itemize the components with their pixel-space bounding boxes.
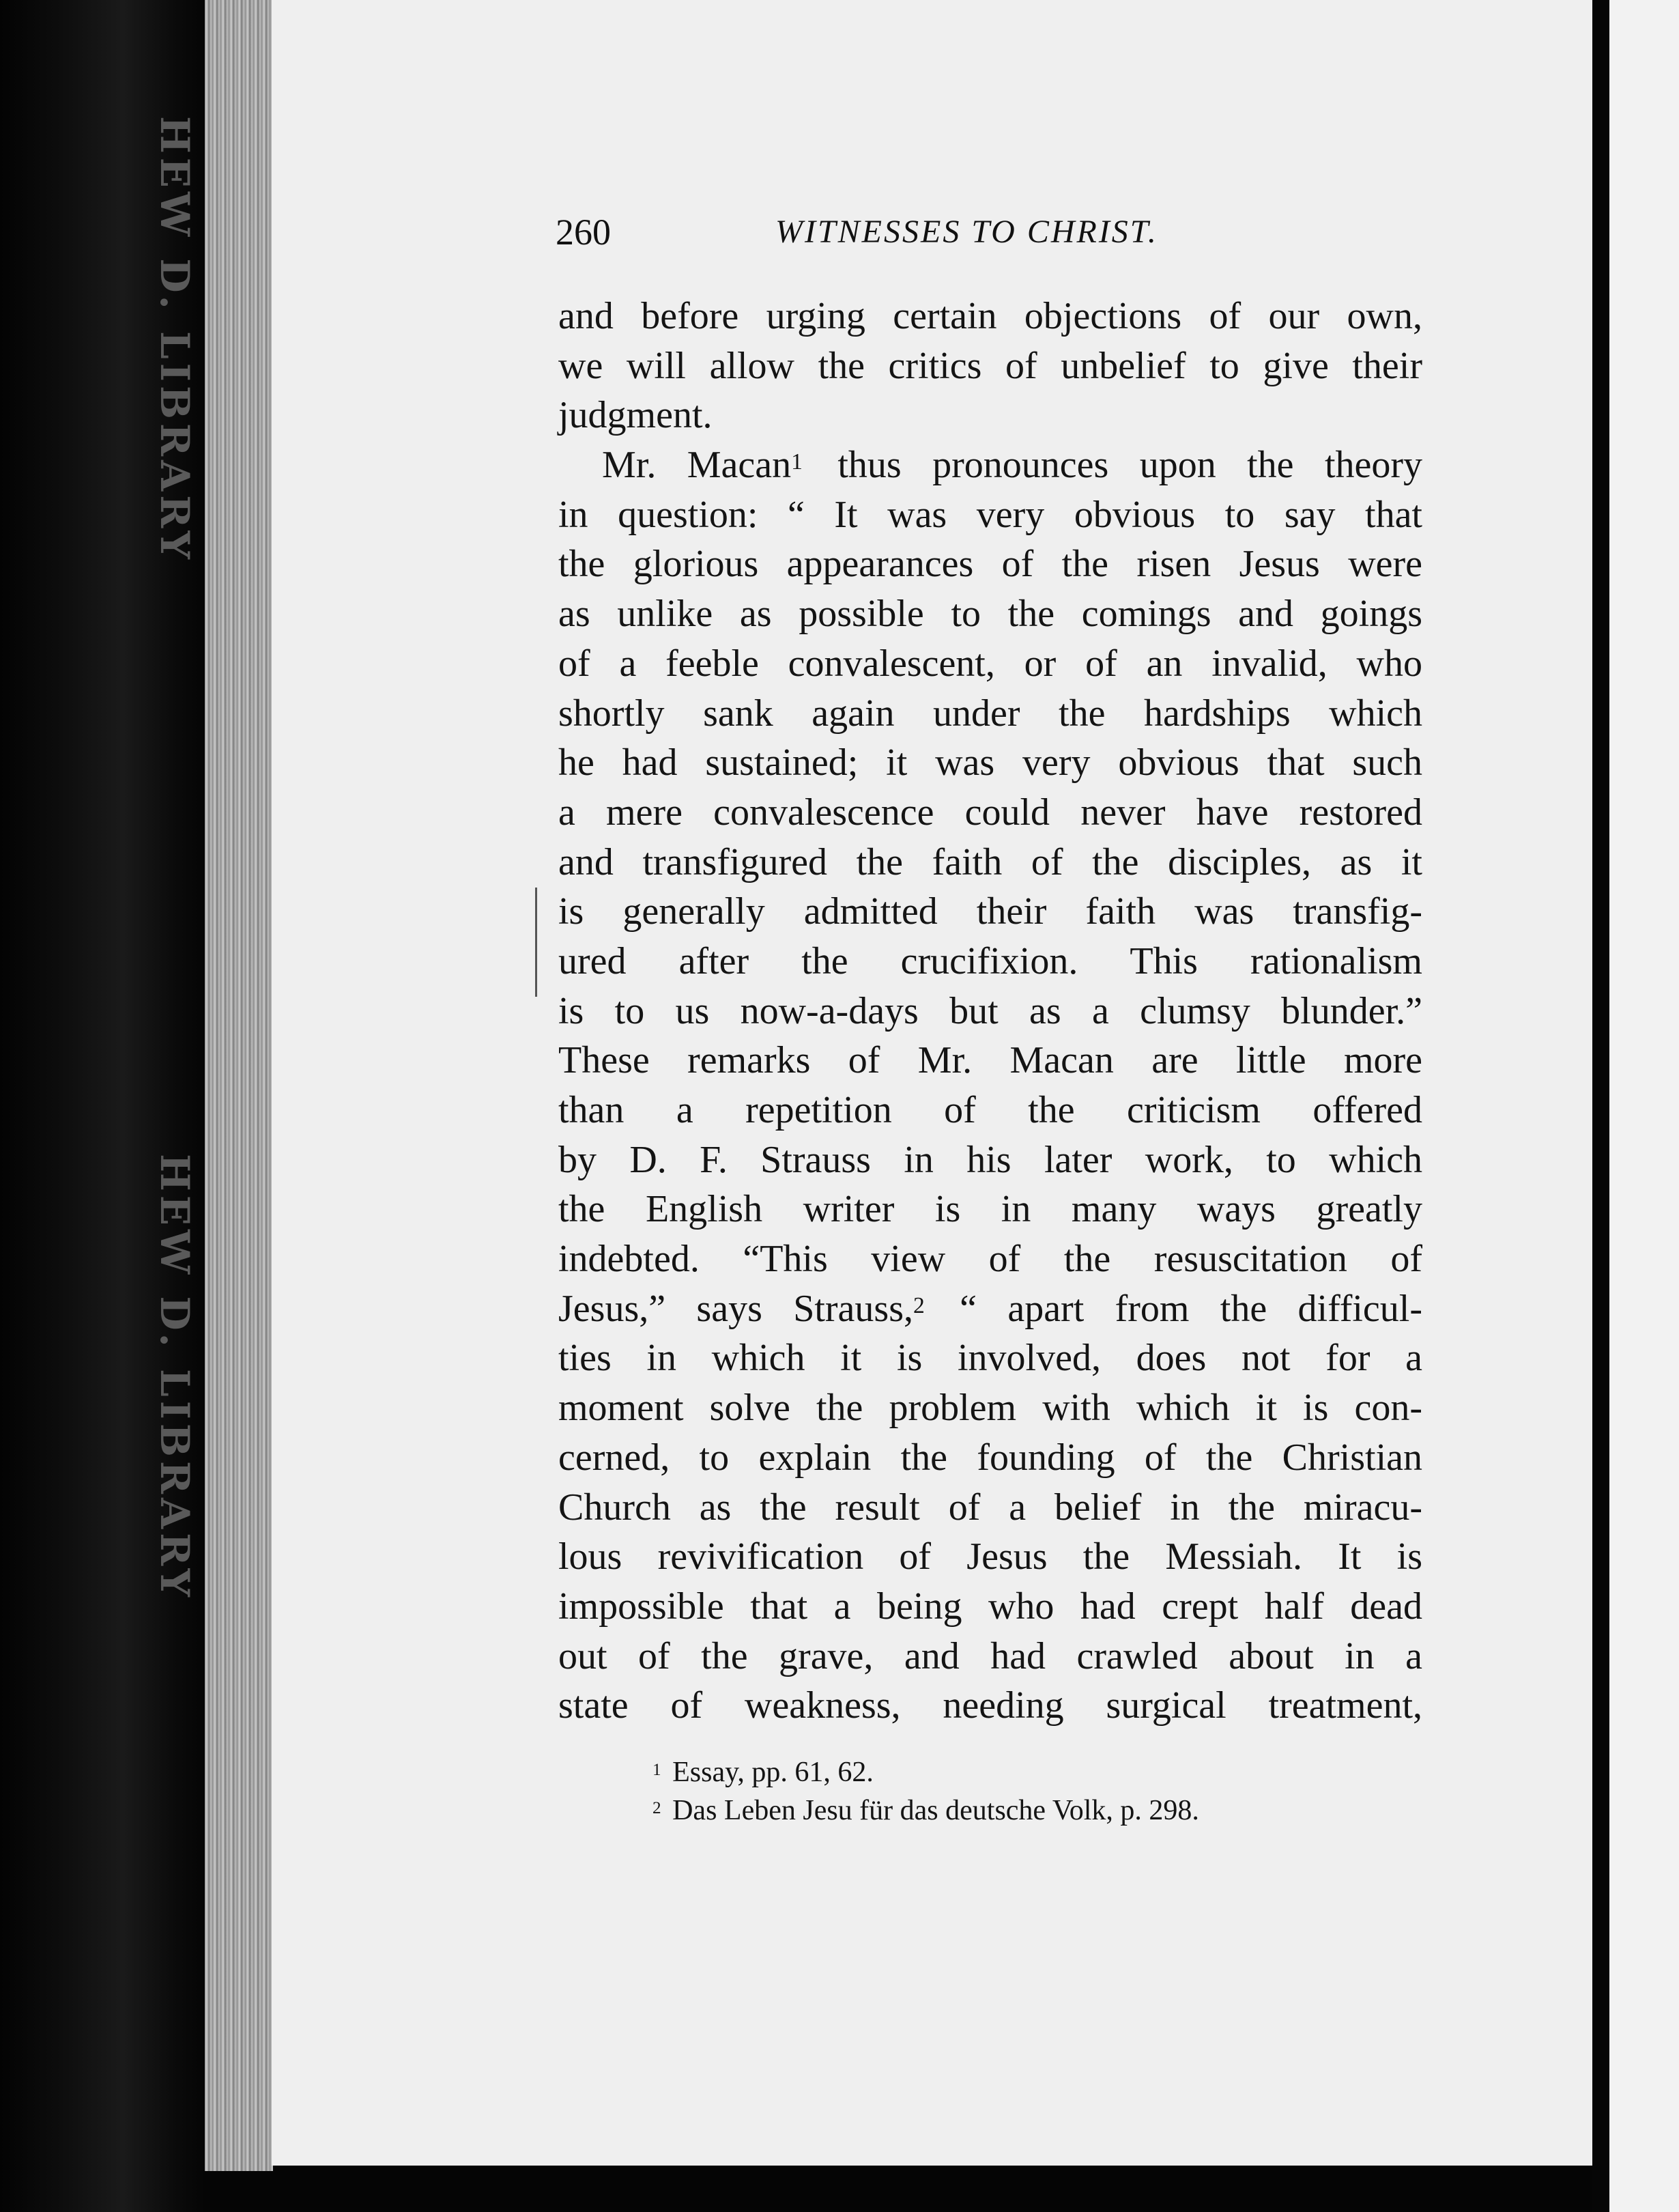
- text-line: ured after the crucifixion. This rationalism: [558, 939, 1422, 982]
- text-line: out of the grave, and had crawled about in a: [558, 1634, 1422, 1677]
- text-line: lous revivification of Jesus the Messiah. It is: [558, 1535, 1422, 1578]
- text-line: impossible that a being who had crept half dead: [558, 1585, 1422, 1628]
- text-line: judgment.: [558, 394, 713, 437]
- text-line: state of weakness, needing surgical treatment,: [558, 1684, 1422, 1727]
- text-fragment: thus pronounces upon the theory: [837, 444, 1423, 487]
- page-gutter: [1592, 0, 1609, 2212]
- spine-label-bottom: HEW D. LIBRARY: [152, 1154, 198, 1601]
- text-line: [558, 1284, 1422, 1334]
- text-line: as unlike as possible to the comings and goings: [558, 593, 1422, 636]
- book-spine: [0, 0, 205, 2212]
- running-head: [556, 205, 1422, 259]
- text-line: shortly sank again under the hardships which: [558, 692, 1422, 735]
- footnote-text: Essay, pp. 61, 62.: [672, 1757, 874, 1788]
- footnote-text: Das Leben Jesu für das deutsche Volk, p. 298.: [672, 1795, 1199, 1826]
- text-line: and transfigured the faith of the disciples, as it: [558, 840, 1422, 883]
- footnotes: [652, 1753, 1403, 1830]
- facing-page-edge: [1609, 0, 1679, 2212]
- text-line: of a feeble convalescent, or of an invalid, who: [558, 642, 1422, 685]
- text-line: the glorious appearances of the risen Jesus were: [558, 543, 1422, 586]
- footnote-marker: 1: [652, 1761, 661, 1780]
- text-line: than a repetition of the criticism offered: [558, 1089, 1422, 1131]
- text-fragment: “ apart from the difficul-: [960, 1287, 1422, 1330]
- spine-label-top: HEW D. LIBRARY: [152, 116, 198, 563]
- text-line: and before urging certain objections of our own,: [558, 295, 1422, 337]
- text-line: is generally admitted their faith was transfig-: [558, 890, 1422, 933]
- footnote-marker: 2: [652, 1799, 661, 1818]
- footnote-2: [652, 1791, 1403, 1830]
- body-text: [558, 292, 1422, 1731]
- footnote-1: [652, 1753, 1403, 1791]
- page-edges: [205, 0, 273, 2171]
- text-line: ties in which it is involved, does not for a: [558, 1337, 1422, 1380]
- text-line: cerned, to explain the founding of the Christian: [558, 1436, 1422, 1479]
- page-number: 260: [556, 212, 611, 253]
- text-fragment: Jesus,” says Strauss,: [558, 1287, 913, 1330]
- footnote-ref-1: 1: [791, 449, 803, 475]
- running-title: WITNESSES TO CHRIST.: [775, 214, 1158, 250]
- text-line: Church as the result of a belief in the miracu-: [558, 1486, 1422, 1529]
- text-line: he had sustained; it was very obvious that such: [558, 741, 1422, 784]
- text-line: is to us now-a-days but as a clumsy blunder.”: [558, 989, 1422, 1032]
- margin-pencil-mark: [535, 888, 537, 997]
- text-line: moment solve the problem with which it is con-: [558, 1387, 1422, 1430]
- footnote-ref-2: 2: [913, 1293, 925, 1318]
- text-line: [558, 440, 1422, 490]
- text-line: indebted. “This view of the resuscitation of: [558, 1238, 1422, 1281]
- text-line: we will allow the critics of unbelief to give their: [558, 344, 1422, 387]
- text-fragment: Mr. Macan: [602, 444, 792, 487]
- text-line: by D. F. Strauss in his later work, to which: [558, 1138, 1422, 1181]
- text-line: a mere convalescence could never have restored: [558, 791, 1422, 834]
- text-line: These remarks of Mr. Macan are little more: [558, 1039, 1422, 1082]
- text-line: in question: “ It was very obvious to say that: [558, 493, 1422, 536]
- text-line: the English writer is in many ways greatly: [558, 1188, 1422, 1231]
